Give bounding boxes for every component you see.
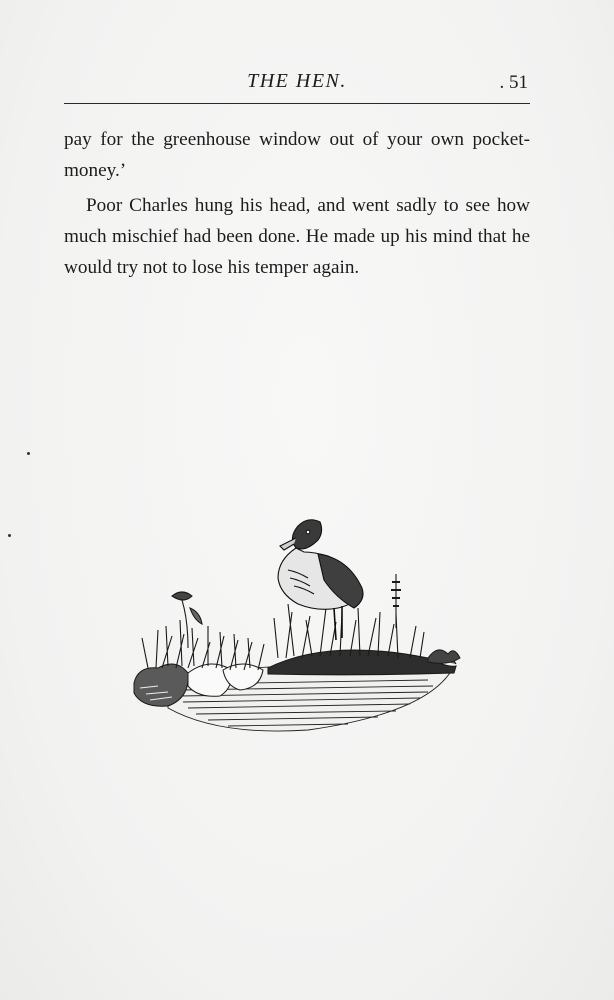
paper-speck: [27, 452, 30, 455]
right-plants: [428, 650, 460, 664]
paragraph-2: Poor Charles hung his head, and went sadly to see how much mischief had been done. He made up his mind that he would try not to lose his temper again.: [64, 195, 530, 278]
header-rule: [64, 103, 530, 104]
stork-illustration: [128, 508, 468, 738]
page-number: . 51: [499, 72, 528, 93]
paper-speck: [8, 534, 11, 537]
paragraph-1: pay for the greenhouse window out of your own pocket-money.’: [64, 129, 530, 181]
running-title: THE HEN.: [247, 70, 347, 92]
body-text: [64, 124, 530, 283]
left-reeds: [142, 592, 264, 670]
running-head: [64, 70, 530, 100]
